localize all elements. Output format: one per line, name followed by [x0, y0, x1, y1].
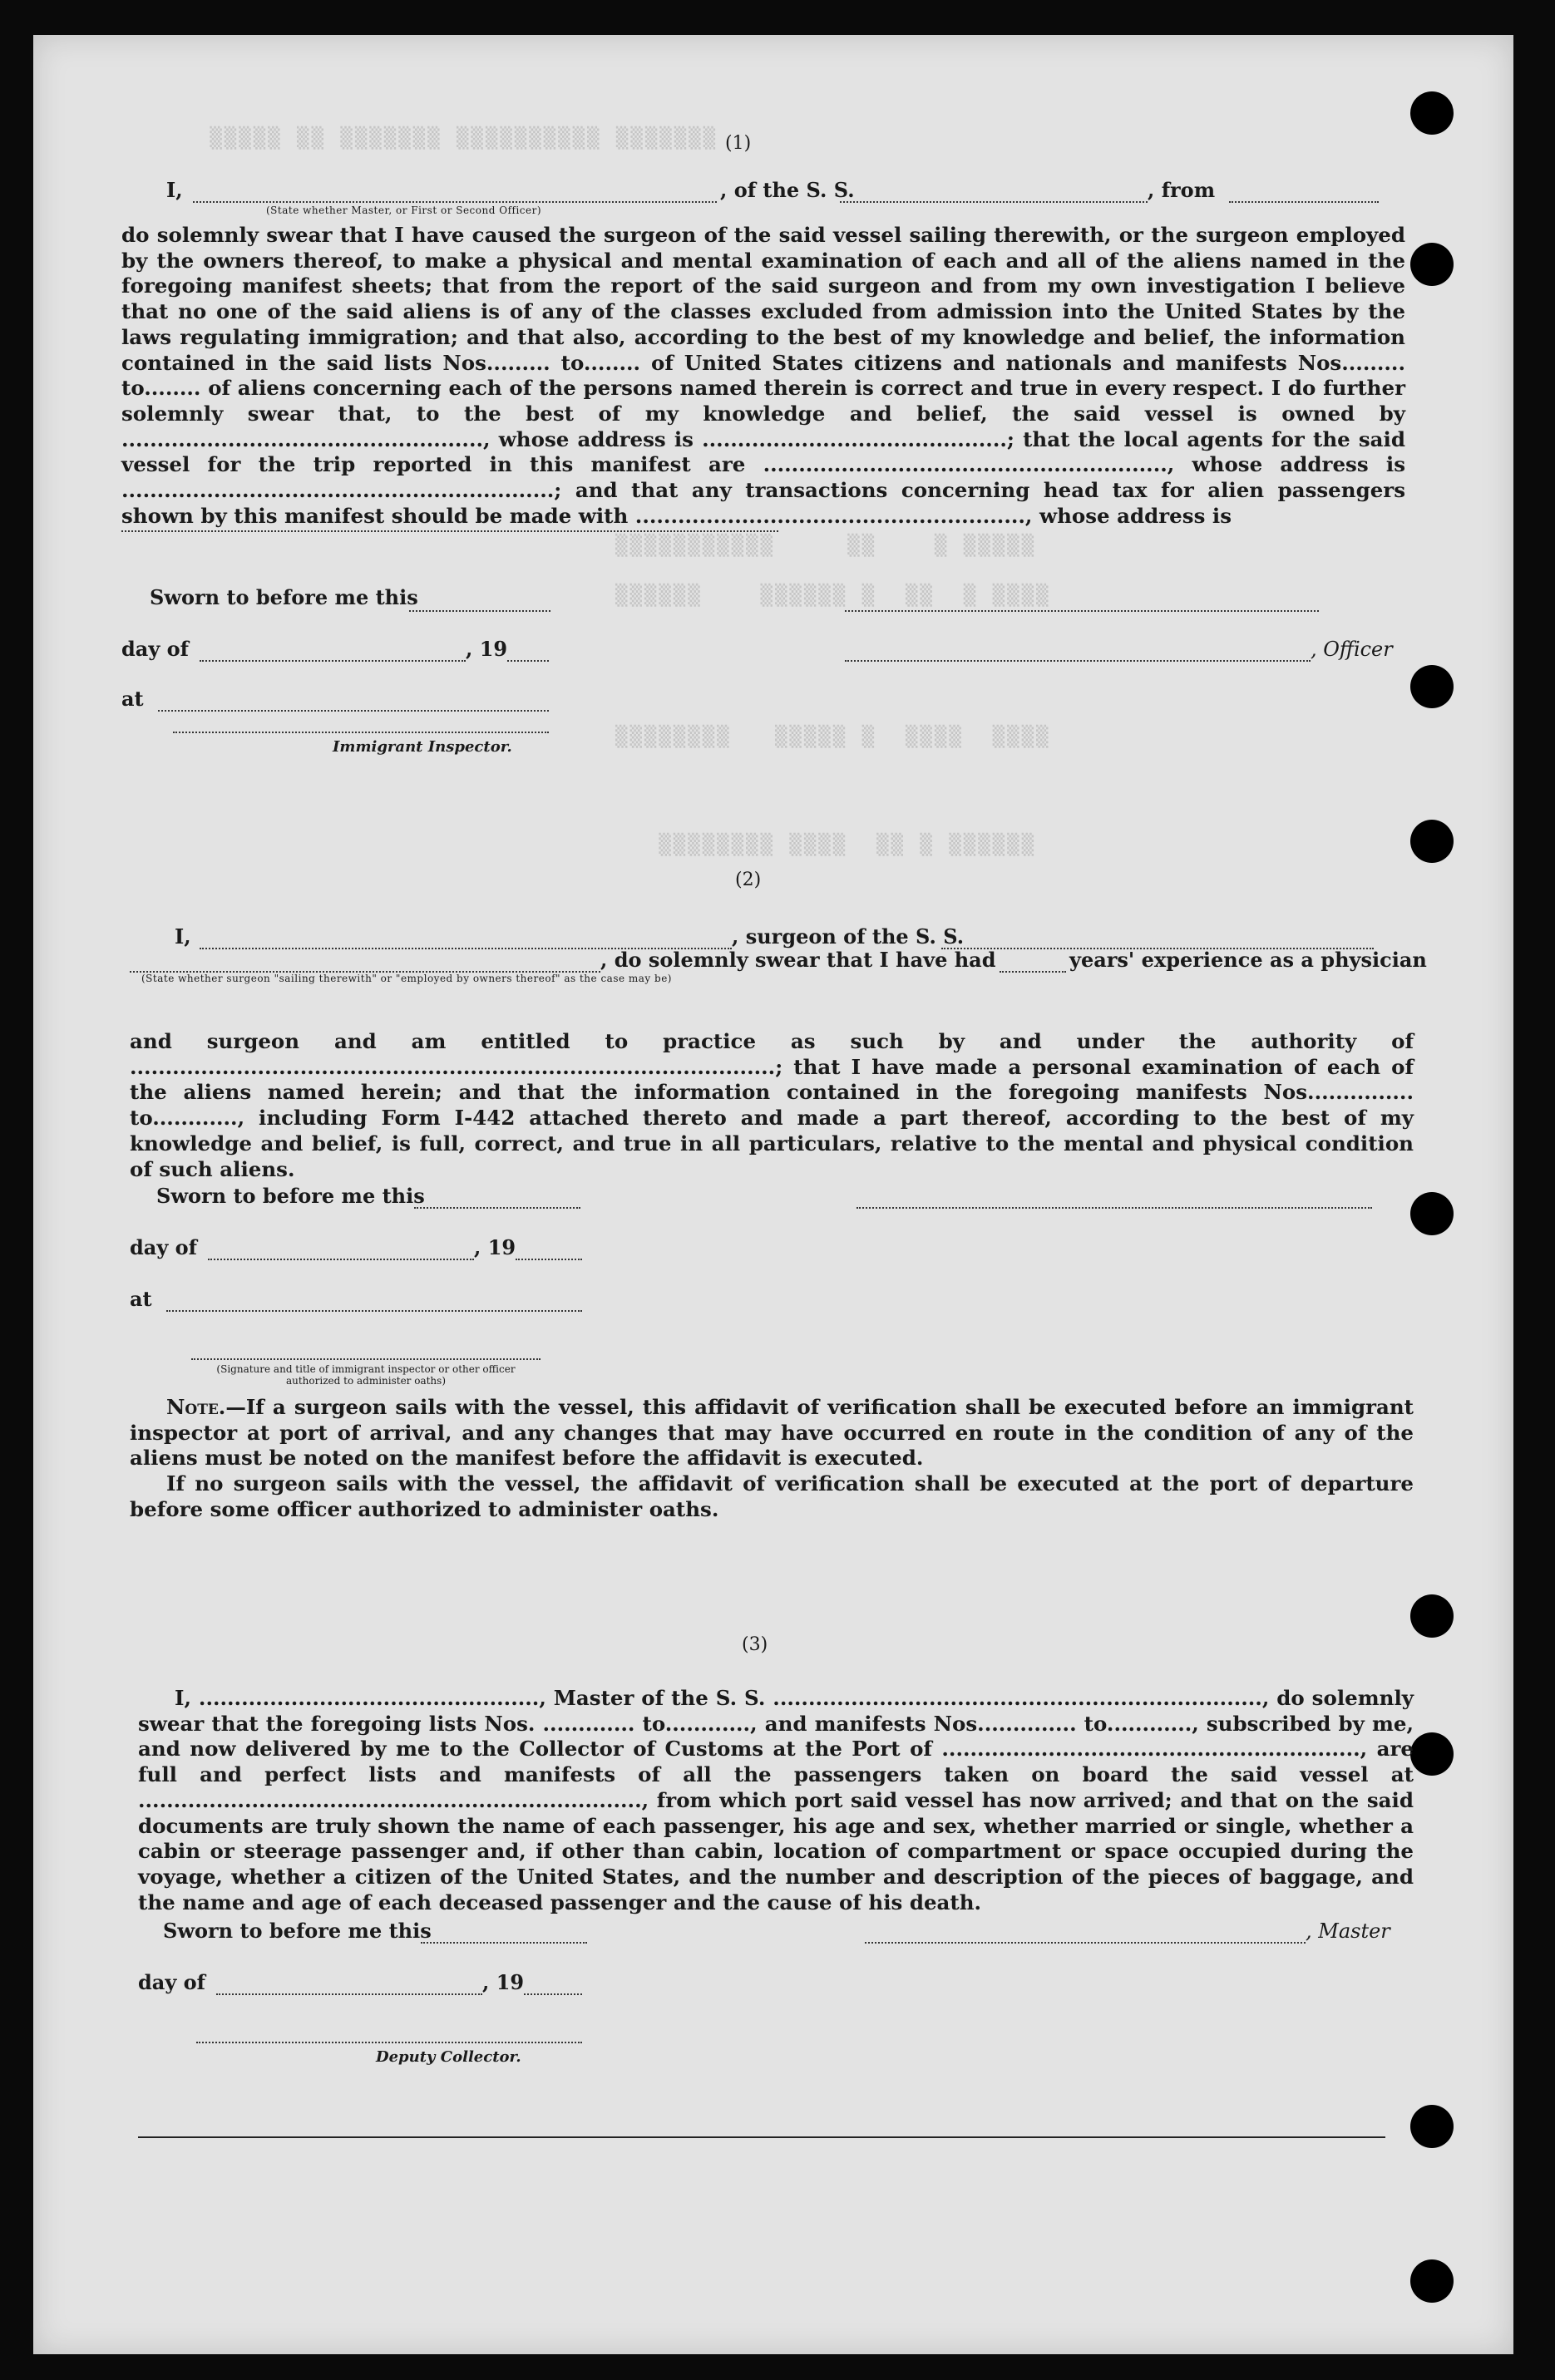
punch-hole — [1410, 2105, 1454, 2148]
do-solemnly-label: , do solemnly swear that I have had — [600, 948, 996, 972]
at-field-2[interactable] — [166, 1310, 582, 1312]
officer-rank-field[interactable] — [193, 201, 717, 203]
punch-hole — [1410, 1732, 1454, 1776]
punch-hole — [1410, 2259, 1454, 2303]
officer-rank-caption: (State whether Master, or First or Second Officer) — [266, 204, 542, 216]
note-2-text: If no surgeon sails with the vessel, the affidavit of verification shall be executed at the port of departure before some officer authorized to administer oaths. — [130, 1471, 1414, 1521]
from-label: , from — [1148, 178, 1216, 202]
year-label-3: , 19 — [482, 1970, 525, 1994]
sworn-label-1: Sworn to before me this — [150, 585, 418, 609]
punch-hole — [1410, 1594, 1454, 1638]
note-paragraph — [130, 1395, 1414, 1523]
month-field-2[interactable] — [208, 1259, 474, 1260]
section-2-body-text: and surgeon and am entitled to practice as such by and under the authority of ...........................................................................................; that I have made a personal examination of each of the aliens named herein; and that the information contained in the foregoing manifests Nos............... to............, including Form I-442 attached thereto and made a part thereof, according to the best of my knowledge and belief, is full, correct, and true in all particulars, relative to the mental and physical condition of such aliens. — [130, 1029, 1414, 1181]
bleed-through-text: ▒▒▒▒▒ ▒▒ ▒▒▒▒▒▒▒ ▒▒▒▒▒▒▒▒▒▒ ▒▒▒▒▒▒▒ — [166, 126, 718, 150]
sworn-date-field-3[interactable] — [421, 1942, 587, 1944]
day-of-label-3: day of — [138, 1970, 205, 1994]
section-3-number: (3) — [742, 1634, 768, 1655]
years-experience-field[interactable] — [1000, 971, 1066, 973]
at-label-1: at — [121, 687, 144, 711]
inspector-signature-line[interactable] — [173, 732, 549, 733]
bleed-through-text: ▒▒▒▒▒▒▒▒▒▒▒ ▒▒ ▒ ▒▒▒▒▒ — [615, 534, 1037, 557]
administering-officer-line[interactable] — [191, 1358, 541, 1360]
at-field-1[interactable] — [158, 710, 549, 712]
note-text: —If a surgeon sails with the vessel, this affidavit of verification shall be executed before an immigrant inspector at port of arrival, and any changes that may have occurred en route in the condition of any of the aliens must be noted on the manifest before the affidavit is executed. — [130, 1395, 1414, 1471]
year-field-1[interactable] — [507, 660, 549, 662]
year-field-2[interactable] — [516, 1259, 582, 1260]
year-label-2: , 19 — [474, 1235, 516, 1259]
surgeon-of-ss-label: , surgeon of the S. S. — [732, 924, 965, 949]
section-3-body-text: I, ................................................, Master of the S. S. ....................................................................., do solemnly swear that the foregoing lists Nos. ............. to............, and manifests Nos.............. to............, subscribed by me, and now delivered by me to the Collector of Customs at the Port of ..........................................................., are full and perfect lists and manifests of all the passengers taken on board the said vessel at ......................................................................., from which port said vessel has now arrived; and that on the said documents are truly shown the name of each passenger, his age and sex, whether married or single, whether a cabin or steerage passenger and, if other than cabin, location of compartment or space occupied during the voyage, whether a citizen of the United States, and the number and description of the pieces of baggage, and the name and age of each deceased passenger and the cause of his death. — [138, 1686, 1414, 1914]
section-1-i: I, — [166, 178, 183, 202]
section-1-number: (1) — [725, 133, 752, 154]
manifest-page — [33, 35, 1513, 2354]
section-3-body — [138, 1686, 1414, 1915]
section-1-body-text: do solemnly swear that I have caused the surgeon of the said vessel sailing therewith, or the surgeon employed by the owners thereof, to make a physical and mental examination of each and all of the aliens named in the foregoing manifest sheets; that from the report of the said surgeon and from my own investigation I believe that no one of the said aliens is of any of the classes excluded from admission into the United States by the laws regulating immigration; and that also, according to the best of my knowledge and belief, the information contained in the said lists Nos......... to........ of United States citizens and nationals and manifests Nos......... to........ of aliens concerning each of the persons named therein is correct and true in every respect. I do further solemnly swear that, to the best of my knowledge and belief, the said vessel is owned by ..................................................., whose address is ...........................................; that the local agents for the said vessel for the trip reported in this manifest are ........................................................., whose address is .............................................................; and that any transactions concerning head tax for alien passengers shown by this manifest should be made with ......................................................., whose address is — [121, 223, 1405, 528]
punch-hole — [1410, 665, 1454, 708]
section-1-body — [121, 223, 1405, 529]
note-label: Note. — [166, 1395, 226, 1419]
month-field-3[interactable] — [216, 1993, 482, 1995]
day-of-label-1: day of — [121, 637, 189, 661]
day-of-label-2: day of — [130, 1235, 197, 1259]
from-port-field[interactable] — [1229, 201, 1379, 203]
bottom-rule — [138, 2136, 1385, 2138]
surgeon-status-caption: (State whether surgeon "sailing therewith" or "employed by owners thereof" as the case may be) — [141, 973, 672, 984]
surgeon-signature-field[interactable] — [856, 1207, 1372, 1209]
of-ss-label: , of the S. S. — [720, 178, 855, 202]
deputy-collector-line[interactable] — [196, 2042, 582, 2043]
sworn-date-field-1[interactable] — [409, 610, 550, 612]
punch-hole — [1410, 243, 1454, 286]
punch-hole — [1410, 820, 1454, 863]
years-experience-label: years' experience as a physician — [1069, 948, 1427, 972]
immigrant-inspector-caption: Immigrant Inspector. — [333, 738, 512, 756]
section-2-body — [130, 1029, 1414, 1182]
sworn-date-field-2[interactable] — [414, 1207, 580, 1209]
administering-officer-caption: (Signature and title of immigrant inspector or other officer authorized to administer oaths) — [216, 1363, 516, 1387]
head-tax-address-field[interactable] — [121, 530, 778, 532]
month-field-1[interactable] — [200, 660, 466, 662]
bleed-through-text: ▒▒▒▒▒▒▒▒ ▒▒▒▒ ▒▒ ▒ ▒▒▒▒▒▒ — [615, 833, 1037, 856]
bleed-through-text: ▒▒▒▒▒▒ ▒▒▒▒▒▒ ▒ ▒▒ ▒ ▒▒▒▒ — [615, 584, 1051, 607]
sworn-label-3: Sworn to before me this — [163, 1919, 432, 1943]
signature-field-1[interactable] — [845, 610, 1319, 612]
year-label-1: , 19 — [466, 637, 508, 661]
section-2-i: I, — [175, 924, 191, 949]
punch-hole — [1410, 91, 1454, 135]
master-label: , Master — [1306, 1919, 1390, 1943]
sworn-label-2: Sworn to before me this — [156, 1184, 425, 1208]
bleed-through-text: ▒▒▒▒▒▒▒▒ ▒▒▒▒▒ ▒ ▒▒▒▒ ▒▒▒▒ — [615, 725, 1051, 748]
master-signature-field[interactable] — [865, 1942, 1306, 1944]
officer-label: , Officer — [1311, 638, 1393, 661]
punch-hole — [1410, 1192, 1454, 1235]
deputy-collector-caption: Deputy Collector. — [376, 2048, 521, 2066]
at-label-2: at — [130, 1287, 152, 1311]
year-field-3[interactable] — [524, 1993, 582, 1995]
vessel-name-field[interactable] — [840, 201, 1148, 203]
officer-signature-field[interactable] — [845, 660, 1311, 662]
section-2-number: (2) — [735, 870, 762, 890]
